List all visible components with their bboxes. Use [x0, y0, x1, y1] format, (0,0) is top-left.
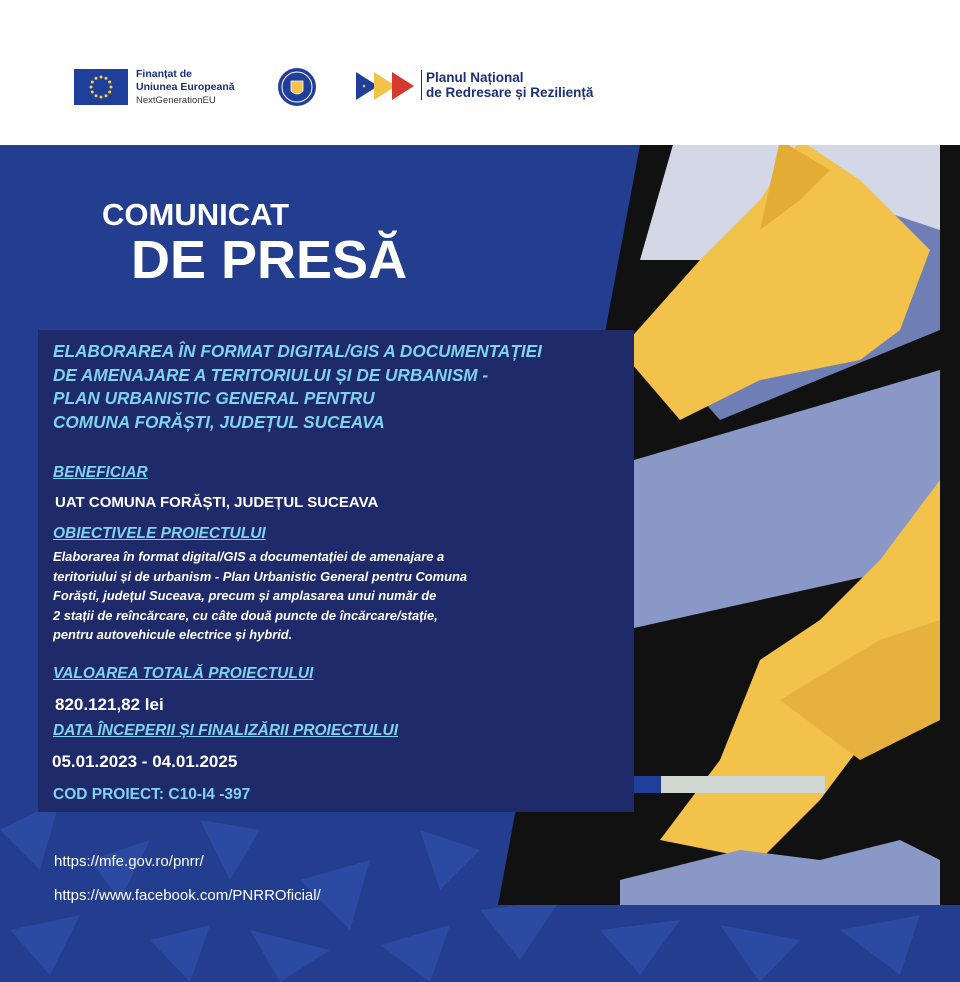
pnrr-label — [421, 70, 593, 100]
obiective-line: Forăști, județul Suceava, precum și amplasarea unui număr de — [53, 588, 437, 603]
beneficiar-value: UAT COMUNA FORĂȘTI, JUDEȚUL SUCEAVA — [55, 494, 379, 511]
project-title-line: ELABORAREA ÎN FORMAT DIGITAL/GIS A DOCUMENTAȚIEI — [53, 341, 542, 361]
project-title-line: PLAN URBANISTIC GENERAL PENTRU — [53, 388, 375, 408]
data-label: DATA ÎNCEPERII ȘI FINALIZĂRII PROIECTULUI — [53, 722, 399, 739]
pnrr-logo-icon — [356, 70, 414, 102]
obiective-line: pentru autovehicule electrice și hybrid. — [53, 627, 293, 642]
obiective-line: 2 stații de reîncărcare, cu câte două puncte de încărcare/stație, — [53, 607, 438, 623]
eu-funding-label — [136, 68, 235, 107]
pnrr-line-1: Planul Național — [426, 70, 524, 85]
obiective-line: teritoriului și de urbanism - Plan Urbanistic General pentru Comuna — [53, 568, 468, 584]
eu-flag-icon — [74, 69, 128, 105]
valoare-label: VALOAREA TOTALĂ PROIECTULUI — [53, 665, 314, 682]
valoare-value: 820.121,82 lei — [55, 695, 164, 714]
romanian-government-seal-icon — [277, 67, 317, 107]
beneficiar-label: BENEFICIAR — [53, 464, 148, 481]
eu-line-1: Finanțat de — [136, 68, 193, 80]
cod-proiect: COD PROIECT: C10-I4 -397 — [53, 786, 251, 803]
heading-de-presa: DE PRESĂ — [131, 230, 408, 290]
obiective-label: OBIECTIVELE PROIECTULUI — [53, 525, 266, 542]
heading-comunicat: COMUNICAT — [102, 197, 290, 232]
pnrr-line-2: de Redresare și Reziliență — [426, 85, 594, 100]
link-facebook[interactable]: https://www.facebook.com/PNRROficial/ — [54, 887, 321, 904]
eu-line-2: Uniunea Europeană — [136, 81, 235, 93]
obiective-text — [53, 547, 553, 645]
project-title — [53, 340, 613, 434]
obiective-line: Elaborarea în format digital/GIS a documentației de amenajare a — [53, 549, 445, 564]
data-value: 05.01.2023 - 04.01.2025 — [52, 752, 238, 771]
project-title-line: DE AMENAJARE A TERITORIULUI ȘI DE URBANISM - — [53, 364, 489, 385]
link-mfe-site[interactable]: https://mfe.gov.ro/pnrr/ — [54, 853, 204, 870]
header-bar — [0, 0, 960, 145]
eu-line-3: NextGenerationEU — [136, 95, 216, 106]
project-title-line: COMUNA FORĂȘTI, JUDEȚUL SUCEAVA — [53, 411, 385, 432]
